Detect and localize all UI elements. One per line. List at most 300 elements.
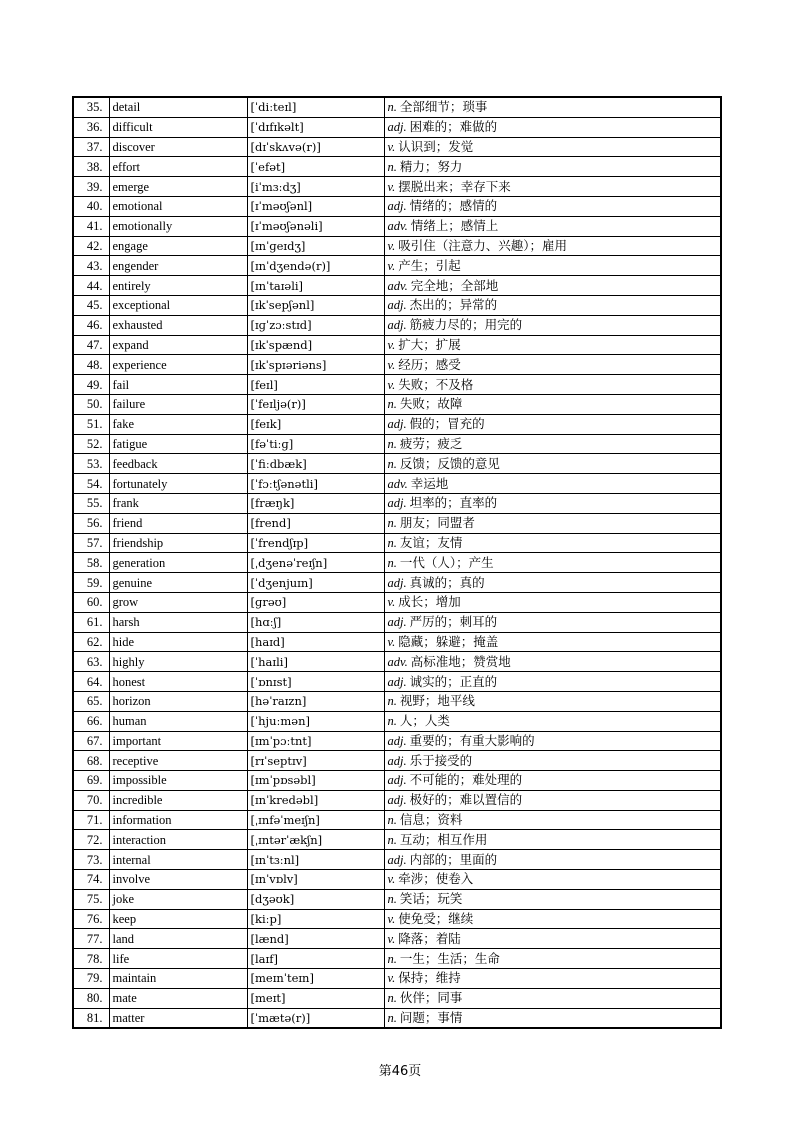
entry-meaning-cell: [384, 790, 721, 810]
entry-meaning: 全部细节；琐事: [399, 99, 488, 115]
entry-number: 53.: [73, 454, 109, 474]
vocab-row: [73, 414, 721, 434]
entry-word: interaction: [109, 830, 247, 850]
part-of-speech: v.: [387, 337, 396, 352]
entry-word: engage: [109, 236, 247, 256]
entry-number: 35.: [73, 97, 109, 117]
entry-number: 68.: [73, 751, 109, 771]
entry-phonetic: [ɪnˈdʒendə(r)]: [247, 256, 384, 276]
entry-number: 79.: [73, 969, 109, 989]
vocab-row: [73, 177, 721, 197]
entry-meaning-cell: [384, 573, 721, 593]
entry-meaning: 伙伴；同事: [399, 990, 463, 1006]
entry-meaning: 互动；相互作用: [399, 831, 488, 847]
entry-phonetic: [fræŋk]: [247, 493, 384, 513]
entry-phonetic: [ˌɪntərˈækʃn]: [247, 830, 384, 850]
entry-phonetic: [meɪnˈteɪn]: [247, 969, 384, 989]
part-of-speech: adj.: [387, 575, 407, 590]
vocab-row: [73, 850, 721, 870]
entry-word: internal: [109, 850, 247, 870]
part-of-speech: v.: [387, 357, 396, 372]
entry-meaning: 一代（人）；产生: [399, 554, 494, 570]
entry-meaning: 极好的；难以置信的: [409, 792, 523, 808]
entry-word: exhausted: [109, 315, 247, 335]
entry-phonetic: [feɪl]: [247, 375, 384, 395]
entry-phonetic: [ˈhaɪli]: [247, 652, 384, 672]
entry-phonetic: [ɪkˈspɪəriəns]: [247, 355, 384, 375]
entry-number: 67.: [73, 731, 109, 751]
entry-phonetic: [hɑːʃ]: [247, 612, 384, 632]
vocab-row: [73, 533, 721, 553]
vocab-row: [73, 454, 721, 474]
entry-phonetic: [ɪnˈvɒlv]: [247, 870, 384, 890]
entry-number: 74.: [73, 870, 109, 890]
entry-meaning-cell: [384, 157, 721, 177]
vocab-row: [73, 196, 721, 216]
entry-word: involve: [109, 870, 247, 890]
entry-phonetic: [dɪˈskʌvə(r)]: [247, 137, 384, 157]
entry-meaning: 不可能的；难处理的: [409, 772, 523, 788]
entry-meaning-cell: [384, 632, 721, 652]
vocab-row: [73, 216, 721, 236]
entry-number: 81.: [73, 1008, 109, 1028]
entry-word: fail: [109, 375, 247, 395]
vocab-row: [73, 256, 721, 276]
vocab-row: [73, 335, 721, 355]
part-of-speech: adv.: [387, 654, 408, 669]
entry-meaning-cell: [384, 889, 721, 909]
entry-meaning-cell: [384, 276, 721, 296]
vocab-row: [73, 355, 721, 375]
entry-meaning: 牵涉；使卷入: [398, 871, 474, 887]
entry-meaning-cell: [384, 454, 721, 474]
entry-meaning: 困难的；难做的: [409, 119, 498, 135]
entry-word: difficult: [109, 117, 247, 137]
entry-number: 58.: [73, 553, 109, 573]
entry-meaning-cell: [384, 97, 721, 117]
entry-number: 38.: [73, 157, 109, 177]
vocab-row: [73, 771, 721, 791]
entry-number: 50.: [73, 394, 109, 414]
vocab-row: [73, 830, 721, 850]
vocab-row: [73, 236, 721, 256]
part-of-speech: v.: [387, 634, 396, 649]
entry-number: 36.: [73, 117, 109, 137]
entry-phonetic: [ɪmˈpɔːtnt]: [247, 731, 384, 751]
entry-word: engender: [109, 256, 247, 276]
entry-number: 64.: [73, 672, 109, 692]
entry-number: 77.: [73, 929, 109, 949]
entry-word: fake: [109, 414, 247, 434]
entry-number: 70.: [73, 790, 109, 810]
part-of-speech: n.: [387, 694, 397, 709]
entry-word: human: [109, 711, 247, 731]
entry-meaning: 使免受；继续: [398, 911, 474, 927]
entry-word: emerge: [109, 177, 247, 197]
part-of-speech: v.: [387, 912, 396, 927]
entry-meaning-cell: [384, 810, 721, 830]
entry-phonetic: [dʒəʊk]: [247, 889, 384, 909]
entry-number: 42.: [73, 236, 109, 256]
entry-number: 55.: [73, 493, 109, 513]
part-of-speech: v.: [387, 872, 396, 887]
entry-word: honest: [109, 672, 247, 692]
vocab-row: [73, 592, 721, 612]
part-of-speech: adj.: [387, 674, 407, 689]
entry-meaning: 真诚的；真的: [409, 574, 485, 590]
entry-meaning-cell: [384, 1008, 721, 1028]
part-of-speech: adv.: [387, 219, 408, 234]
entry-phonetic: [ˈɒnɪst]: [247, 672, 384, 692]
entry-meaning: 诚实的；正直的: [409, 673, 498, 689]
entry-word: hide: [109, 632, 247, 652]
vocab-row: [73, 969, 721, 989]
entry-phonetic: [ɪˈməʊʃənl]: [247, 196, 384, 216]
entry-number: 59.: [73, 573, 109, 593]
entry-meaning-cell: [384, 474, 721, 494]
part-of-speech: n.: [387, 516, 397, 531]
page-number: 第46页: [378, 1064, 422, 1079]
entry-word: effort: [109, 157, 247, 177]
entry-meaning-cell: [384, 493, 721, 513]
entry-number: 75.: [73, 889, 109, 909]
entry-word: friendship: [109, 533, 247, 553]
vocab-row: [73, 1008, 721, 1028]
entry-word: emotional: [109, 196, 247, 216]
entry-number: 61.: [73, 612, 109, 632]
entry-phonetic: [ˈdʒenjuɪn]: [247, 573, 384, 593]
entry-number: 80.: [73, 988, 109, 1008]
part-of-speech: n.: [387, 159, 397, 174]
entry-word: receptive: [109, 751, 247, 771]
entry-meaning: 内部的；里面的: [409, 851, 498, 867]
entry-meaning-cell: [384, 394, 721, 414]
entry-meaning: 人；人类: [399, 713, 450, 729]
entry-number: 63.: [73, 652, 109, 672]
entry-meaning: 一生；生活；生命: [399, 950, 500, 966]
entry-phonetic: [ˈdɪfɪkəlt]: [247, 117, 384, 137]
entry-meaning: 幸运地: [410, 475, 449, 491]
entry-phonetic: [ˈfɔːtʃənətli]: [247, 474, 384, 494]
vocab-row: [73, 117, 721, 137]
entry-meaning: 降落；着陆: [398, 930, 461, 946]
entry-number: 56.: [73, 513, 109, 533]
entry-phonetic: [ˈhjuːmən]: [247, 711, 384, 731]
entry-meaning-cell: [384, 533, 721, 553]
part-of-speech: n.: [387, 991, 397, 1006]
vocab-row: [73, 513, 721, 533]
entry-word: experience: [109, 355, 247, 375]
entry-meaning-cell: [384, 969, 721, 989]
vocab-row: [73, 434, 721, 454]
entry-word: genuine: [109, 573, 247, 593]
entry-word: maintain: [109, 969, 247, 989]
entry-phonetic: [həˈraɪzn]: [247, 691, 384, 711]
vocab-row: [73, 612, 721, 632]
entry-word: fatigue: [109, 434, 247, 454]
entry-meaning-cell: [384, 711, 721, 731]
entry-meaning: 失败；不及格: [398, 376, 474, 392]
entry-word: entirely: [109, 276, 247, 296]
entry-meaning: 摆脱出来；幸存下来: [398, 178, 511, 194]
entry-number: 60.: [73, 592, 109, 612]
entry-meaning: 完全地；全部地: [410, 277, 499, 293]
entry-phonetic: [ɪɡˈzɔːstɪd]: [247, 315, 384, 335]
entry-word: exceptional: [109, 295, 247, 315]
entry-phonetic: [ɪmˈpɒsəbl]: [247, 771, 384, 791]
entry-meaning: 笑话；玩笑: [399, 891, 463, 907]
entry-phonetic: [ˈfiːdbæk]: [247, 454, 384, 474]
vocab-row: [73, 375, 721, 395]
entry-meaning-cell: [384, 751, 721, 771]
entry-meaning: 杰出的；异常的: [409, 297, 498, 313]
entry-meaning-cell: [384, 434, 721, 454]
entry-meaning: 友谊；友情: [399, 534, 463, 550]
entry-word: generation: [109, 553, 247, 573]
entry-number: 39.: [73, 177, 109, 197]
part-of-speech: n.: [387, 1011, 397, 1026]
entry-phonetic: [ɪkˈsepʃənl]: [247, 295, 384, 315]
entry-meaning: 坦率的；直率的: [409, 495, 498, 511]
entry-meaning-cell: [384, 256, 721, 276]
entry-phonetic: [ɪkˈspænd]: [247, 335, 384, 355]
entry-meaning: 高标准地；赞赏地: [410, 653, 511, 669]
entry-number: 51.: [73, 414, 109, 434]
entry-meaning: 成长；增加: [398, 594, 461, 610]
part-of-speech: adj.: [387, 120, 407, 135]
entry-meaning: 保持；维持: [398, 970, 461, 986]
entry-meaning: 扩大；扩展: [398, 336, 461, 352]
entry-number: 76.: [73, 909, 109, 929]
entry-meaning-cell: [384, 137, 721, 157]
entry-meaning-cell: [384, 236, 721, 256]
entry-meaning: 认识到；发觉: [398, 138, 474, 154]
vocabulary-table: [72, 96, 722, 1029]
entry-phonetic: [kiːp]: [247, 909, 384, 929]
entry-phonetic: [ɪnˈkredəbl]: [247, 790, 384, 810]
entry-phonetic: [ˌɪnfəˈmeɪʃn]: [247, 810, 384, 830]
entry-number: 71.: [73, 810, 109, 830]
entry-word: impossible: [109, 771, 247, 791]
vocab-row: [73, 870, 721, 890]
entry-number: 73.: [73, 850, 109, 870]
entry-number: 46.: [73, 315, 109, 335]
entry-meaning: 信息；资料: [399, 812, 463, 828]
entry-phonetic: [iˈmɜːdʒ]: [247, 177, 384, 197]
vocab-row: [73, 493, 721, 513]
vocab-row: [73, 909, 721, 929]
entry-meaning-cell: [384, 850, 721, 870]
entry-meaning-cell: [384, 592, 721, 612]
part-of-speech: adj.: [387, 733, 407, 748]
entry-meaning-cell: [384, 731, 721, 751]
entry-word: information: [109, 810, 247, 830]
entry-word: feedback: [109, 454, 247, 474]
entry-word: mate: [109, 988, 247, 1008]
part-of-speech: v.: [387, 179, 396, 194]
entry-word: detail: [109, 97, 247, 117]
entry-phonetic: [rɪˈseptɪv]: [247, 751, 384, 771]
entry-meaning: 经历；感受: [398, 356, 461, 372]
entry-number: 41.: [73, 216, 109, 236]
entry-meaning-cell: [384, 196, 721, 216]
part-of-speech: adj.: [387, 496, 407, 511]
part-of-speech: adj.: [387, 417, 407, 432]
entry-phonetic: [ˈdiːteɪl]: [247, 97, 384, 117]
entry-meaning-cell: [384, 652, 721, 672]
entry-word: harsh: [109, 612, 247, 632]
vocab-row: [73, 394, 721, 414]
entry-phonetic: [lænd]: [247, 929, 384, 949]
entry-meaning-cell: [384, 929, 721, 949]
entry-number: 69.: [73, 771, 109, 791]
entry-number: 37.: [73, 137, 109, 157]
vocabulary-table-body: [73, 97, 721, 1028]
entry-meaning: 问题；事情: [399, 1010, 463, 1026]
part-of-speech: n.: [387, 436, 397, 451]
entry-meaning-cell: [384, 909, 721, 929]
entry-meaning-cell: [384, 513, 721, 533]
entry-meaning: 朋友；同盟者: [399, 515, 475, 531]
entry-number: 45.: [73, 295, 109, 315]
entry-meaning-cell: [384, 612, 721, 632]
entry-meaning-cell: [384, 117, 721, 137]
entry-meaning-cell: [384, 335, 721, 355]
entry-meaning: 疲劳；疲乏: [399, 435, 463, 451]
entry-word: incredible: [109, 790, 247, 810]
part-of-speech: n.: [387, 456, 397, 471]
vocab-row: [73, 137, 721, 157]
entry-meaning-cell: [384, 988, 721, 1008]
entry-word: expand: [109, 335, 247, 355]
part-of-speech: adj.: [387, 318, 407, 333]
entry-phonetic: [ˈfrendʃɪp]: [247, 533, 384, 553]
vocab-row: [73, 731, 721, 751]
entry-meaning-cell: [384, 414, 721, 434]
part-of-speech: adj.: [387, 298, 407, 313]
part-of-speech: v.: [387, 139, 396, 154]
entry-phonetic: [laɪf]: [247, 949, 384, 969]
part-of-speech: n.: [387, 813, 397, 828]
part-of-speech: v.: [387, 931, 396, 946]
entry-number: 72.: [73, 830, 109, 850]
entry-number: 44.: [73, 276, 109, 296]
entry-number: 52.: [73, 434, 109, 454]
part-of-speech: adj.: [387, 793, 407, 808]
entry-phonetic: [haɪd]: [247, 632, 384, 652]
vocab-row: [73, 929, 721, 949]
entry-meaning-cell: [384, 691, 721, 711]
part-of-speech: adj.: [387, 753, 407, 768]
vocab-row: [73, 276, 721, 296]
part-of-speech: n.: [387, 832, 397, 847]
entry-word: highly: [109, 652, 247, 672]
entry-meaning-cell: [384, 771, 721, 791]
entry-meaning: 精力；努力: [399, 158, 463, 174]
part-of-speech: v.: [387, 595, 396, 610]
part-of-speech: n.: [387, 951, 397, 966]
entry-meaning: 产生；引起: [398, 257, 461, 273]
entry-meaning: 吸引住（注意力、兴趣）；雇用: [398, 237, 568, 253]
part-of-speech: adv.: [387, 476, 408, 491]
entry-meaning: 情绪的；感情的: [409, 198, 498, 214]
entry-word: horizon: [109, 691, 247, 711]
entry-meaning: 筋疲力尽的；用完的: [409, 317, 523, 333]
entry-phonetic: [ˈfeɪljə(r)]: [247, 394, 384, 414]
entry-meaning: 视野；地平线: [399, 693, 475, 709]
vocab-row: [73, 889, 721, 909]
part-of-speech: adv.: [387, 278, 408, 293]
entry-phonetic: [ɪnˈɡeɪdʒ]: [247, 236, 384, 256]
entry-meaning-cell: [384, 177, 721, 197]
entry-meaning: 失败；故障: [399, 396, 463, 412]
vocab-row: [73, 474, 721, 494]
vocab-row: [73, 949, 721, 969]
entry-word: life: [109, 949, 247, 969]
part-of-speech: n.: [387, 535, 397, 550]
entry-meaning-cell: [384, 216, 721, 236]
entry-number: 78.: [73, 949, 109, 969]
entry-phonetic: [ˈmætə(r)]: [247, 1008, 384, 1028]
entry-meaning-cell: [384, 375, 721, 395]
entry-phonetic: [ɪnˈtaɪəli]: [247, 276, 384, 296]
entry-phonetic: [ɡrəʊ]: [247, 592, 384, 612]
vocab-row: [73, 573, 721, 593]
entry-number: 49.: [73, 375, 109, 395]
entry-meaning: 反馈；反馈的意见: [399, 455, 500, 471]
entry-number: 57.: [73, 533, 109, 553]
entry-meaning: 隐藏；躲避；掩盖: [398, 633, 499, 649]
vocab-row: [73, 751, 721, 771]
part-of-speech: v.: [387, 377, 396, 392]
part-of-speech: adj.: [387, 852, 407, 867]
part-of-speech: adj.: [387, 773, 407, 788]
entry-meaning-cell: [384, 949, 721, 969]
entry-word: matter: [109, 1008, 247, 1028]
vocab-row: [73, 157, 721, 177]
vocab-row: [73, 810, 721, 830]
entry-word: failure: [109, 394, 247, 414]
entry-meaning: 乐于接受的: [409, 752, 473, 768]
entry-meaning-cell: [384, 830, 721, 850]
part-of-speech: n.: [387, 892, 397, 907]
entry-word: friend: [109, 513, 247, 533]
entry-number: 54.: [73, 474, 109, 494]
entry-word: fortunately: [109, 474, 247, 494]
vocab-row: [73, 97, 721, 117]
vocab-row: [73, 672, 721, 692]
vocab-row: [73, 652, 721, 672]
entry-number: 40.: [73, 196, 109, 216]
part-of-speech: v.: [387, 258, 396, 273]
entry-word: frank: [109, 493, 247, 513]
entry-meaning-cell: [384, 295, 721, 315]
vocab-row: [73, 295, 721, 315]
entry-phonetic: [meɪt]: [247, 988, 384, 1008]
entry-word: keep: [109, 909, 247, 929]
entry-phonetic: [frend]: [247, 513, 384, 533]
entry-number: 48.: [73, 355, 109, 375]
entry-number: 43.: [73, 256, 109, 276]
part-of-speech: adj.: [387, 615, 407, 630]
entry-meaning-cell: [384, 553, 721, 573]
part-of-speech: n.: [387, 397, 397, 412]
entry-phonetic: [ɪˈməʊʃənəli]: [247, 216, 384, 236]
entry-word: grow: [109, 592, 247, 612]
entry-number: 65.: [73, 691, 109, 711]
entry-phonetic: [feɪk]: [247, 414, 384, 434]
part-of-speech: v.: [387, 238, 396, 253]
